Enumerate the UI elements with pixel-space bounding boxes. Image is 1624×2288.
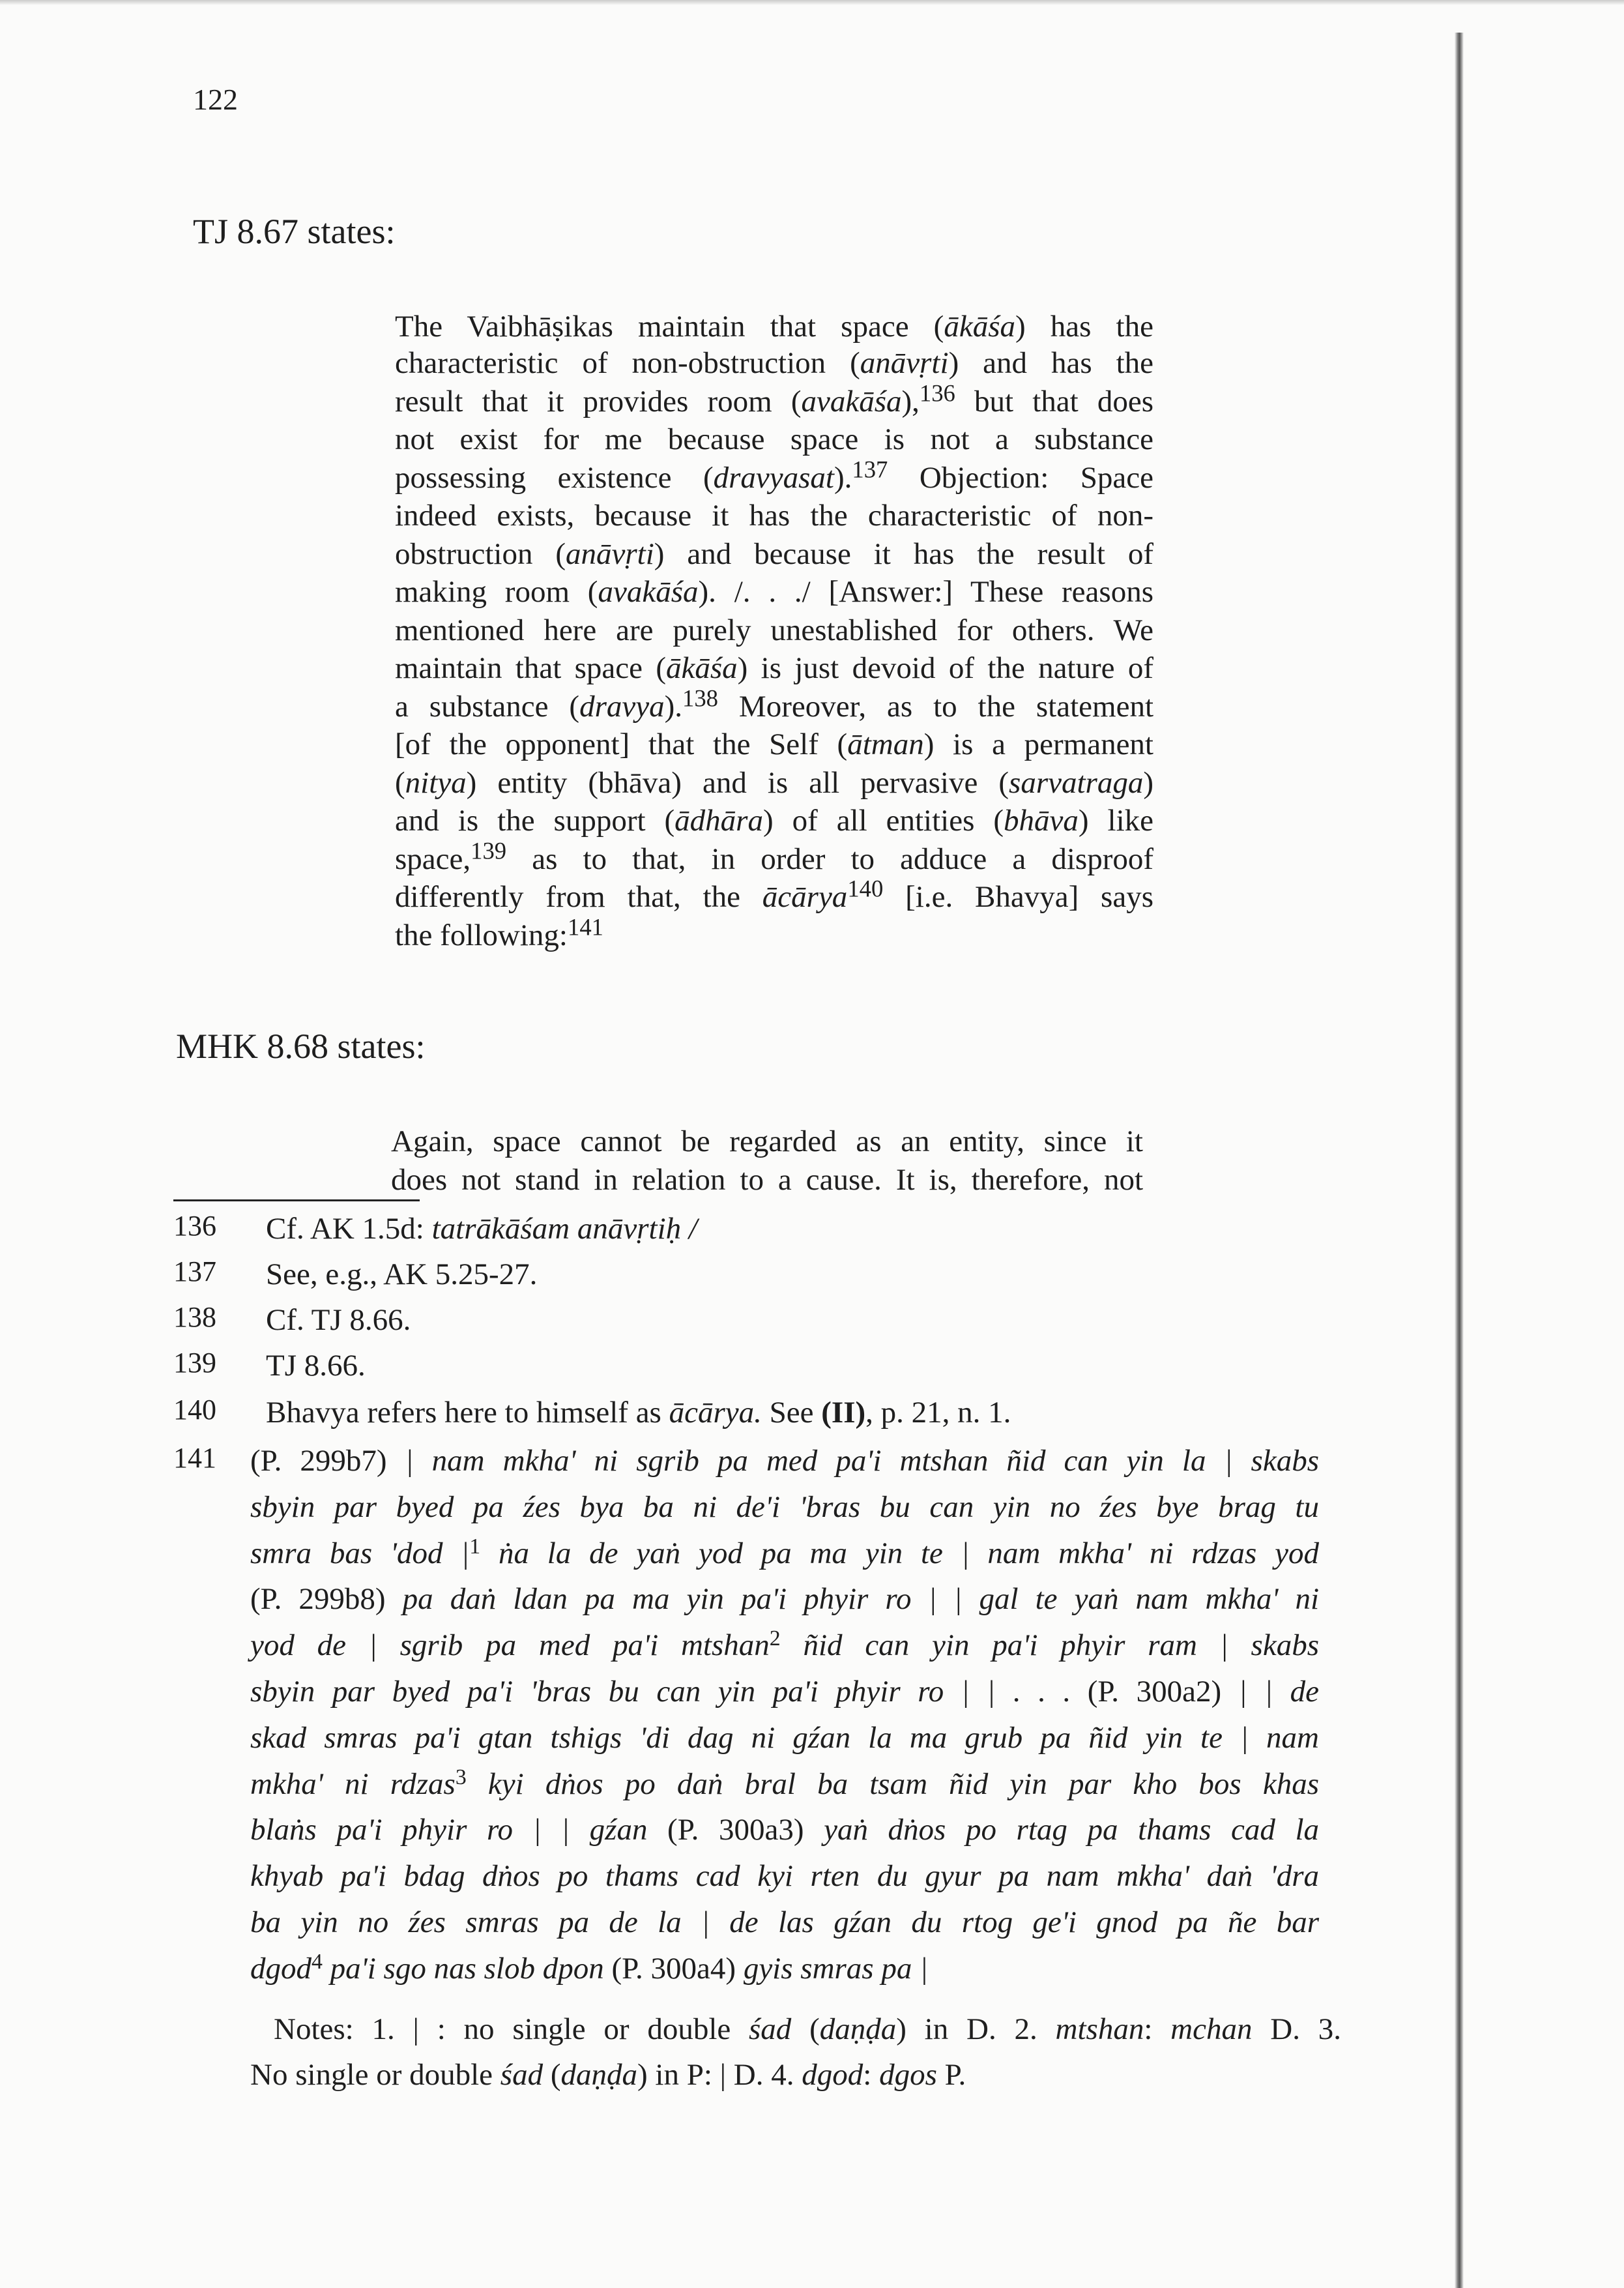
quote-line: (nitya) entity (bhāva) and is all pervasive (sarvatraga) <box>395 765 1153 800</box>
footnote-141-line: (P. 299b7) | nam mkha' ni sgrib pa med pa'i mtshan ñid can yin la | skabs <box>250 1444 1319 1478</box>
quote-line: indeed exists, because it has the characteristic of non- <box>395 499 1153 533</box>
scan-top-edge <box>0 0 1624 5</box>
footnote-141-line: blaṅs pa'i phyir ro | | gźan (P. 300a3) yaṅ dṅos po rtag pa thams cad la <box>250 1813 1319 1847</box>
footnote-141-note-line: No single or double śad (daṇḍa) in P: | D. 4. dgod: dgos P. <box>250 2058 966 2092</box>
footnote-number: 136 <box>173 1210 216 1242</box>
quote-line: not exist for me because space is not a substance <box>395 422 1153 456</box>
footnote-text: See, e.g., AK 5.25-27. <box>266 1257 538 1291</box>
footnote-text <box>266 1206 1315 1252</box>
quote-line: and is the support (ādhāra) of all entities (bhāva) like <box>395 804 1153 838</box>
quote-line: maintain that space (ākāśa) is just devoid of the nature of <box>395 651 1153 685</box>
footnote-138 <box>173 1297 1353 1343</box>
footnotes <box>173 1206 1353 2119</box>
quote-line: characteristic of non-obstruction (anāvṛti) and has the <box>395 346 1153 380</box>
footnote-141-line: dgod$^4$ pa'i sgo nas slob dpon (P. 300a4) gyis smras pa | <box>250 1949 929 1986</box>
footnote-141-line: yod de | sgrib pa med pa'i mtshan$^2$ ñid can yin pa'i phyir ram | skabs <box>250 1626 1319 1663</box>
quote-line: Again, space cannot be regarded as an entity, since it <box>391 1124 1143 1158</box>
quote-line: [of the opponent] that the Self (ātman) is a permanent <box>395 727 1153 761</box>
footnote-139 <box>173 1343 1353 1388</box>
footnote-141-line: khyab pa'i bdag dṅos po thams cad kyi rten du gyur pa nam mkha' daṅ 'dra <box>250 1859 1319 1894</box>
footnote-text-plain: Cf. AK 1.5d: <box>266 1212 432 1246</box>
quote-line: making room (avakāśa). /. . ./ [Answer:] These reasons <box>395 575 1153 609</box>
footnote-141-body <box>250 1438 1319 1992</box>
footnote-137 <box>173 1252 1353 1297</box>
footnote-141-line: sbyin par byed pa'i 'bras bu can yin pa'i phyir ro | | . . . (P. 300a2) | | de <box>250 1674 1319 1709</box>
quote-line: mentioned here are purely unestablished for others. We <box>395 613 1153 647</box>
page-number: 122 <box>193 83 238 116</box>
quote-line: The Vaibhāṣikas maintain that space (ākāśa) has the <box>395 310 1153 344</box>
quote-line: possessing existence (dravyasat).$^{137}$ Objection: Space <box>395 456 1153 495</box>
footnote-text: Bhavya refers here to himself as ācārya. See (II), p. 21, n. 1. <box>266 1396 1011 1430</box>
footnote-141-notes <box>250 2006 1341 2098</box>
quote-line: a substance (dravya).$^{138}$ Moreover, as to the statement <box>395 684 1153 724</box>
footnote-141-line: skad smras pa'i gtan tshigs 'di dag ni gźan la ma grub pa ñid yin te | nam <box>250 1720 1319 1755</box>
footnote-141-line: smra bas 'dod $|^1$ ṅa la de yaṅ yod pa ma yin te | nam mkha' ni rdzas yod <box>250 1534 1319 1570</box>
footnote-text: TJ 8.66. <box>266 1349 366 1383</box>
footnote-136 <box>173 1206 1353 1252</box>
footnote-number: 139 <box>173 1347 216 1379</box>
footnote-number: 141 <box>173 1442 216 1474</box>
quote-mhk-8-68-lines <box>391 1122 1143 1199</box>
footnote-text-italic: tatrākāśam anāvṛtiḥ / <box>431 1212 697 1246</box>
footnote-number: 138 <box>173 1301 216 1333</box>
quote-tj-8-67-lines <box>395 308 1153 954</box>
quote-line: the following:$^{141}$ <box>395 913 603 952</box>
footnote-140 <box>173 1390 1353 1435</box>
quote-line: result that it provides room (avakāśa),$^{136}$ but that does <box>395 379 1154 418</box>
footnote-number: 137 <box>173 1255 216 1287</box>
footnote-141-note-line: Notes: 1. | : no single or double śad (daṇḍa) in D. 2. mtshan: mchan D. 3. <box>274 2012 1341 2046</box>
heading-mhk-8-68: MHK 8.68 states: <box>176 1027 426 1066</box>
footnote-141-line: ba yin no źes smras pa de la | de las gźan du rtog ge'i gnod pa ñe bar <box>250 1905 1319 1939</box>
quote-line: differently from that, the ācārya$^{140}$ [i.e. Bhavya] says <box>395 875 1153 914</box>
footnote-text: Cf. TJ 8.66. <box>266 1303 411 1337</box>
footnote-141-line: (P. 299b8) pa daṅ ldan pa ma yin pa'i phyir ro | | gal te yaṅ nam mkha' ni <box>250 1582 1320 1617</box>
footnote-number: 140 <box>173 1394 216 1426</box>
quote-tj-8-67 <box>395 308 1153 954</box>
footnote-141-line: mkha' ni rdzas$^3$ kyi dṅos po daṅ bral ba tsam ñid yin par kho bos khas <box>250 1765 1319 1801</box>
quote-line: does not stand in relation to a cause. It is, therefore, not <box>391 1162 1143 1197</box>
quote-line: obstruction (anāvṛti) and because it has the result of <box>395 536 1153 571</box>
quote-mhk-8-68 <box>391 1122 1143 1199</box>
heading-tj-8-67: TJ 8.67 states: <box>193 212 396 251</box>
footnote-141 <box>173 1438 1353 2090</box>
footnote-rule <box>173 1199 420 1201</box>
scan-binding-edge <box>1455 33 1464 2288</box>
quote-line: space,$^{139}$ as to that, in order to adduce a disproof <box>395 837 1153 876</box>
footnote-141-line: sbyin par byed pa źes bya ba ni de'i 'bras bu can yin no źes bye brag tu <box>250 1489 1319 1524</box>
